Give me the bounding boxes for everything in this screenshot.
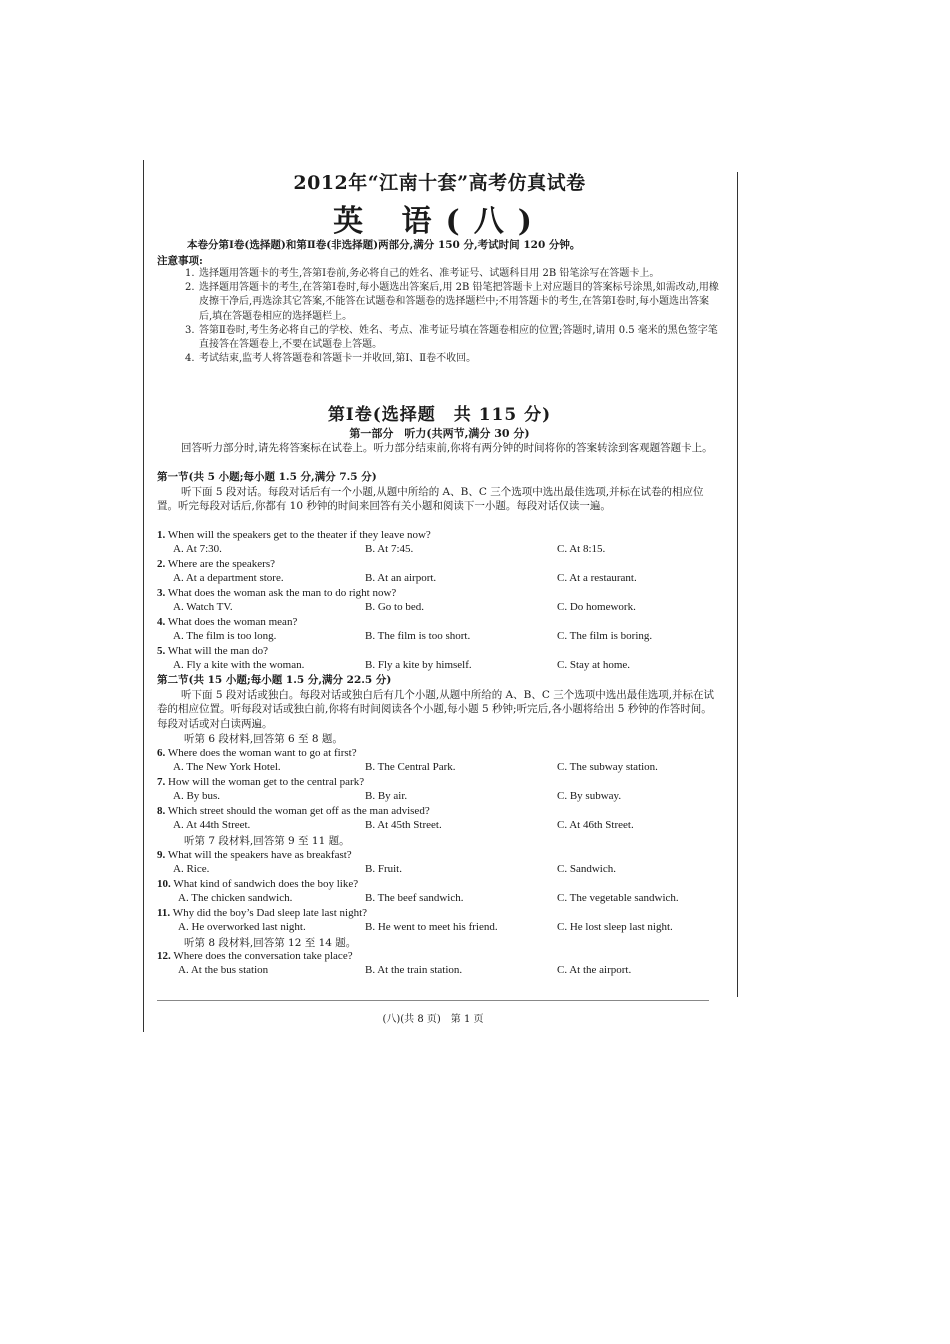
option-b[interactable]: B. The beef sandwich. — [365, 892, 464, 904]
question-text: What does the woman mean? — [167, 616, 298, 628]
part-intro: 回答听力部分时,请先将答案标在试卷上。听力部分结束前,你将有两分钟的时间将你的答案转涂到客观题答题卡上。 — [181, 442, 713, 454]
question-6 — [157, 746, 722, 761]
note-item — [185, 281, 722, 324]
question-11 — [157, 906, 722, 921]
question-number: 11. — [157, 907, 171, 919]
option-b[interactable]: B. The Central Park. — [365, 761, 456, 773]
question-number: 12. — [157, 950, 171, 962]
note-number: 1. — [185, 268, 195, 279]
question-12 — [157, 949, 722, 964]
question-text: Where does the woman want to go at first? — [167, 747, 357, 759]
note-number: 4. — [185, 353, 195, 365]
options-10 — [178, 892, 727, 907]
footer-divider — [157, 1000, 709, 1001]
question-text: How will the woman get to the central park? — [168, 776, 365, 788]
question-7 — [157, 775, 722, 790]
options-2 — [173, 572, 722, 587]
options-11 — [178, 921, 727, 936]
question-text: Where are the speakers? — [167, 558, 275, 570]
question-number: 5. — [157, 645, 166, 657]
question-number: 10. — [157, 878, 171, 890]
option-b[interactable]: B. Fly a kite by himself. — [365, 659, 472, 671]
options-5 — [173, 659, 722, 674]
section-heading: 第Ⅰ卷(选择题 共 115 分) — [327, 405, 552, 425]
option-b[interactable]: B. At 45th Street. — [365, 819, 442, 831]
question-text: When will the speakers get to the theater if they leave now? — [167, 529, 431, 541]
option-a[interactable]: A. At the bus station — [178, 964, 269, 976]
question-number: 9. — [157, 849, 166, 861]
option-a[interactable]: A. Fly a kite with the woman. — [173, 659, 305, 671]
question-text: Where does the conversation take place? — [173, 950, 353, 962]
option-b[interactable]: B. At 7:45. — [365, 543, 414, 555]
question-number: 3. — [157, 587, 166, 599]
option-c[interactable]: C. Stay at home. — [557, 659, 631, 671]
options-6 — [173, 761, 722, 776]
option-b[interactable]: B. At an airport. — [365, 572, 437, 584]
option-a[interactable]: A. Watch TV. — [173, 601, 233, 613]
options-12 — [178, 964, 727, 979]
option-a[interactable]: A. At a department store. — [173, 572, 284, 584]
note-item — [185, 352, 722, 366]
options-9 — [173, 863, 722, 878]
note-text: 选择题用答题卡的考生,在答第Ⅰ卷时,每小题选出答案后,用 2B 铅笔把答题卡上对应题目的答案标号涂黑,如需改动,用橡皮擦干净后,再选涂其它答案,不能答在试题卷和答题卷的选择题栏中;不用答题卡的考生,在答第Ⅰ卷时,每小题选出答案后,填在答题卷相应的选择题栏上。 — [199, 282, 719, 322]
question-9 — [157, 848, 722, 863]
question-number: 2. — [157, 558, 166, 570]
note-text: 答第Ⅱ卷时,考生务必将自己的学校、姓名、考点、准考证号填在答题卷相应的位置;答题时,请用 0.5 毫米的黑色签字笔直接答在答题卷上,不要在试题卷上答题。 — [199, 324, 718, 351]
question-8 — [157, 804, 722, 819]
option-a[interactable]: A. The film is too long. — [173, 630, 277, 642]
sub-section-intro: 听下面 5 段对话或独白。每段对话或独白后有几个小题,从题中所给的 A、B、C 三个选项中选出最佳选项,并标在试卷的相应位置。听每段对话或独白前,你将有时间阅读各个小题,每小题 5 秒钟;听完后,各小题将给出 5 秒钟的作答时间。每段对话或对白读两遍。 — [157, 689, 715, 730]
option-c[interactable]: C. At a restaurant. — [557, 572, 637, 584]
notes-list — [185, 267, 722, 366]
option-c[interactable]: C. Do homework. — [557, 601, 636, 613]
option-c[interactable]: C. He lost sleep last night. — [557, 921, 673, 933]
option-a[interactable]: A. Rice. — [173, 863, 210, 875]
note-item — [185, 324, 722, 352]
option-a[interactable]: A. The New York Hotel. — [173, 761, 281, 773]
note-item — [185, 267, 722, 281]
sub-section-intro: 听下面 5 段对话。每段对话后有一个小题,从题中所给的 A、B、C 三个选项中选出最佳选项,并标在试卷的相应位置。听完每段对话后,你都有 10 秒钟的时间来回答有关小题和阅读下一小题。每段对话仅读一遍。 — [157, 486, 704, 513]
question-text: What kind of sandwich does the boy like? — [173, 878, 359, 890]
question-3 — [157, 586, 722, 601]
question-number: 6. — [157, 747, 166, 759]
option-b[interactable]: B. Go to bed. — [365, 601, 424, 613]
option-a[interactable]: A. By bus. — [173, 790, 221, 802]
listen-note: 听第 7 段材料,回答第 9 至 11 题。 — [184, 835, 350, 847]
question-text: Why did the boy’s Dad sleep late last night? — [172, 907, 368, 919]
options-8 — [173, 819, 722, 834]
option-c[interactable]: C. The vegetable sandwich. — [557, 892, 679, 904]
option-c[interactable]: C. The subway station. — [557, 761, 658, 773]
exam-intro: 本卷分第Ⅰ卷(选择题)和第Ⅱ卷(非选择题)两部分,满分 150 分,考试时间 120 分钟。 — [187, 239, 581, 251]
question-10 — [157, 877, 722, 892]
right-margin-line — [737, 172, 738, 997]
question-2 — [157, 557, 722, 572]
notes-heading: 注意事项: — [157, 255, 203, 267]
question-1 — [157, 528, 722, 543]
option-b[interactable]: B. He went to meet his friend. — [365, 921, 498, 933]
question-number: 4. — [157, 616, 166, 628]
listen-note: 听第 6 段材料,回答第 6 至 8 题。 — [184, 733, 343, 745]
options-3 — [173, 601, 722, 616]
option-c[interactable]: C. At 46th Street. — [557, 819, 634, 831]
question-text: What will the man do? — [167, 645, 269, 657]
option-b[interactable]: B. By air. — [365, 790, 408, 802]
note-text: 考试结束,监考人将答题卷和答题卡一并收回,第Ⅰ、Ⅱ卷不收回。 — [199, 353, 477, 365]
note-number: 3. — [185, 324, 195, 336]
subject-title: 英 语(八) — [333, 204, 546, 239]
options-4 — [173, 630, 722, 645]
option-c[interactable]: C. Sandwich. — [557, 863, 616, 875]
option-b[interactable]: B. Fruit. — [365, 863, 402, 875]
option-b[interactable]: B. At the train station. — [365, 964, 463, 976]
sub-section-heading: 第一节(共 5 小题;每小题 1.5 分,满分 7.5 分) — [157, 471, 377, 483]
question-number: 1. — [157, 529, 166, 541]
option-b[interactable]: B. The film is too short. — [365, 630, 471, 642]
question-4 — [157, 615, 722, 630]
left-margin-line — [143, 160, 144, 1032]
page-footer: (八)(共 8 页) 第 1 页 — [382, 1014, 484, 1025]
note-text: 选择题用答题卡的考生,答第Ⅰ卷前,务必将自己的姓名、准考证号、试题科目用 2B 铅笔涂写在答题卡上。 — [199, 268, 660, 279]
question-5 — [157, 644, 722, 659]
part-heading: 第一部分 听力(共两节,满分 30 分) — [349, 427, 530, 440]
question-text: Which street should the woman get off as the man advised? — [167, 805, 430, 817]
note-number: 2. — [185, 282, 195, 294]
options-7 — [173, 790, 722, 805]
question-number: 7. — [157, 776, 166, 788]
question-number: 8. — [157, 805, 166, 817]
option-c[interactable]: C. By subway. — [557, 790, 622, 802]
question-text: What does the woman ask the man to do right now? — [167, 587, 397, 599]
option-c[interactable]: C. At the airport. — [557, 964, 632, 976]
options-1 — [173, 543, 722, 558]
exam-title: 2012年“江南十套”高考仿真试卷 — [293, 172, 586, 194]
question-text: What will the speakers have as breakfast? — [167, 849, 352, 861]
listen-note: 听第 8 段材料,回答第 12 至 14 题。 — [184, 937, 357, 949]
sub-section-heading: 第二节(共 15 小题;每小题 1.5 分,满分 22.5 分) — [157, 674, 392, 686]
option-a[interactable]: A. He overworked last night. — [178, 921, 306, 933]
option-c[interactable]: C. The film is boring. — [557, 630, 653, 642]
option-a[interactable]: A. At 44th Street. — [173, 819, 251, 831]
option-a[interactable]: A. At 7:30. — [173, 543, 222, 555]
option-c[interactable]: C. At 8:15. — [557, 543, 606, 555]
option-a[interactable]: A. The chicken sandwich. — [178, 892, 293, 904]
